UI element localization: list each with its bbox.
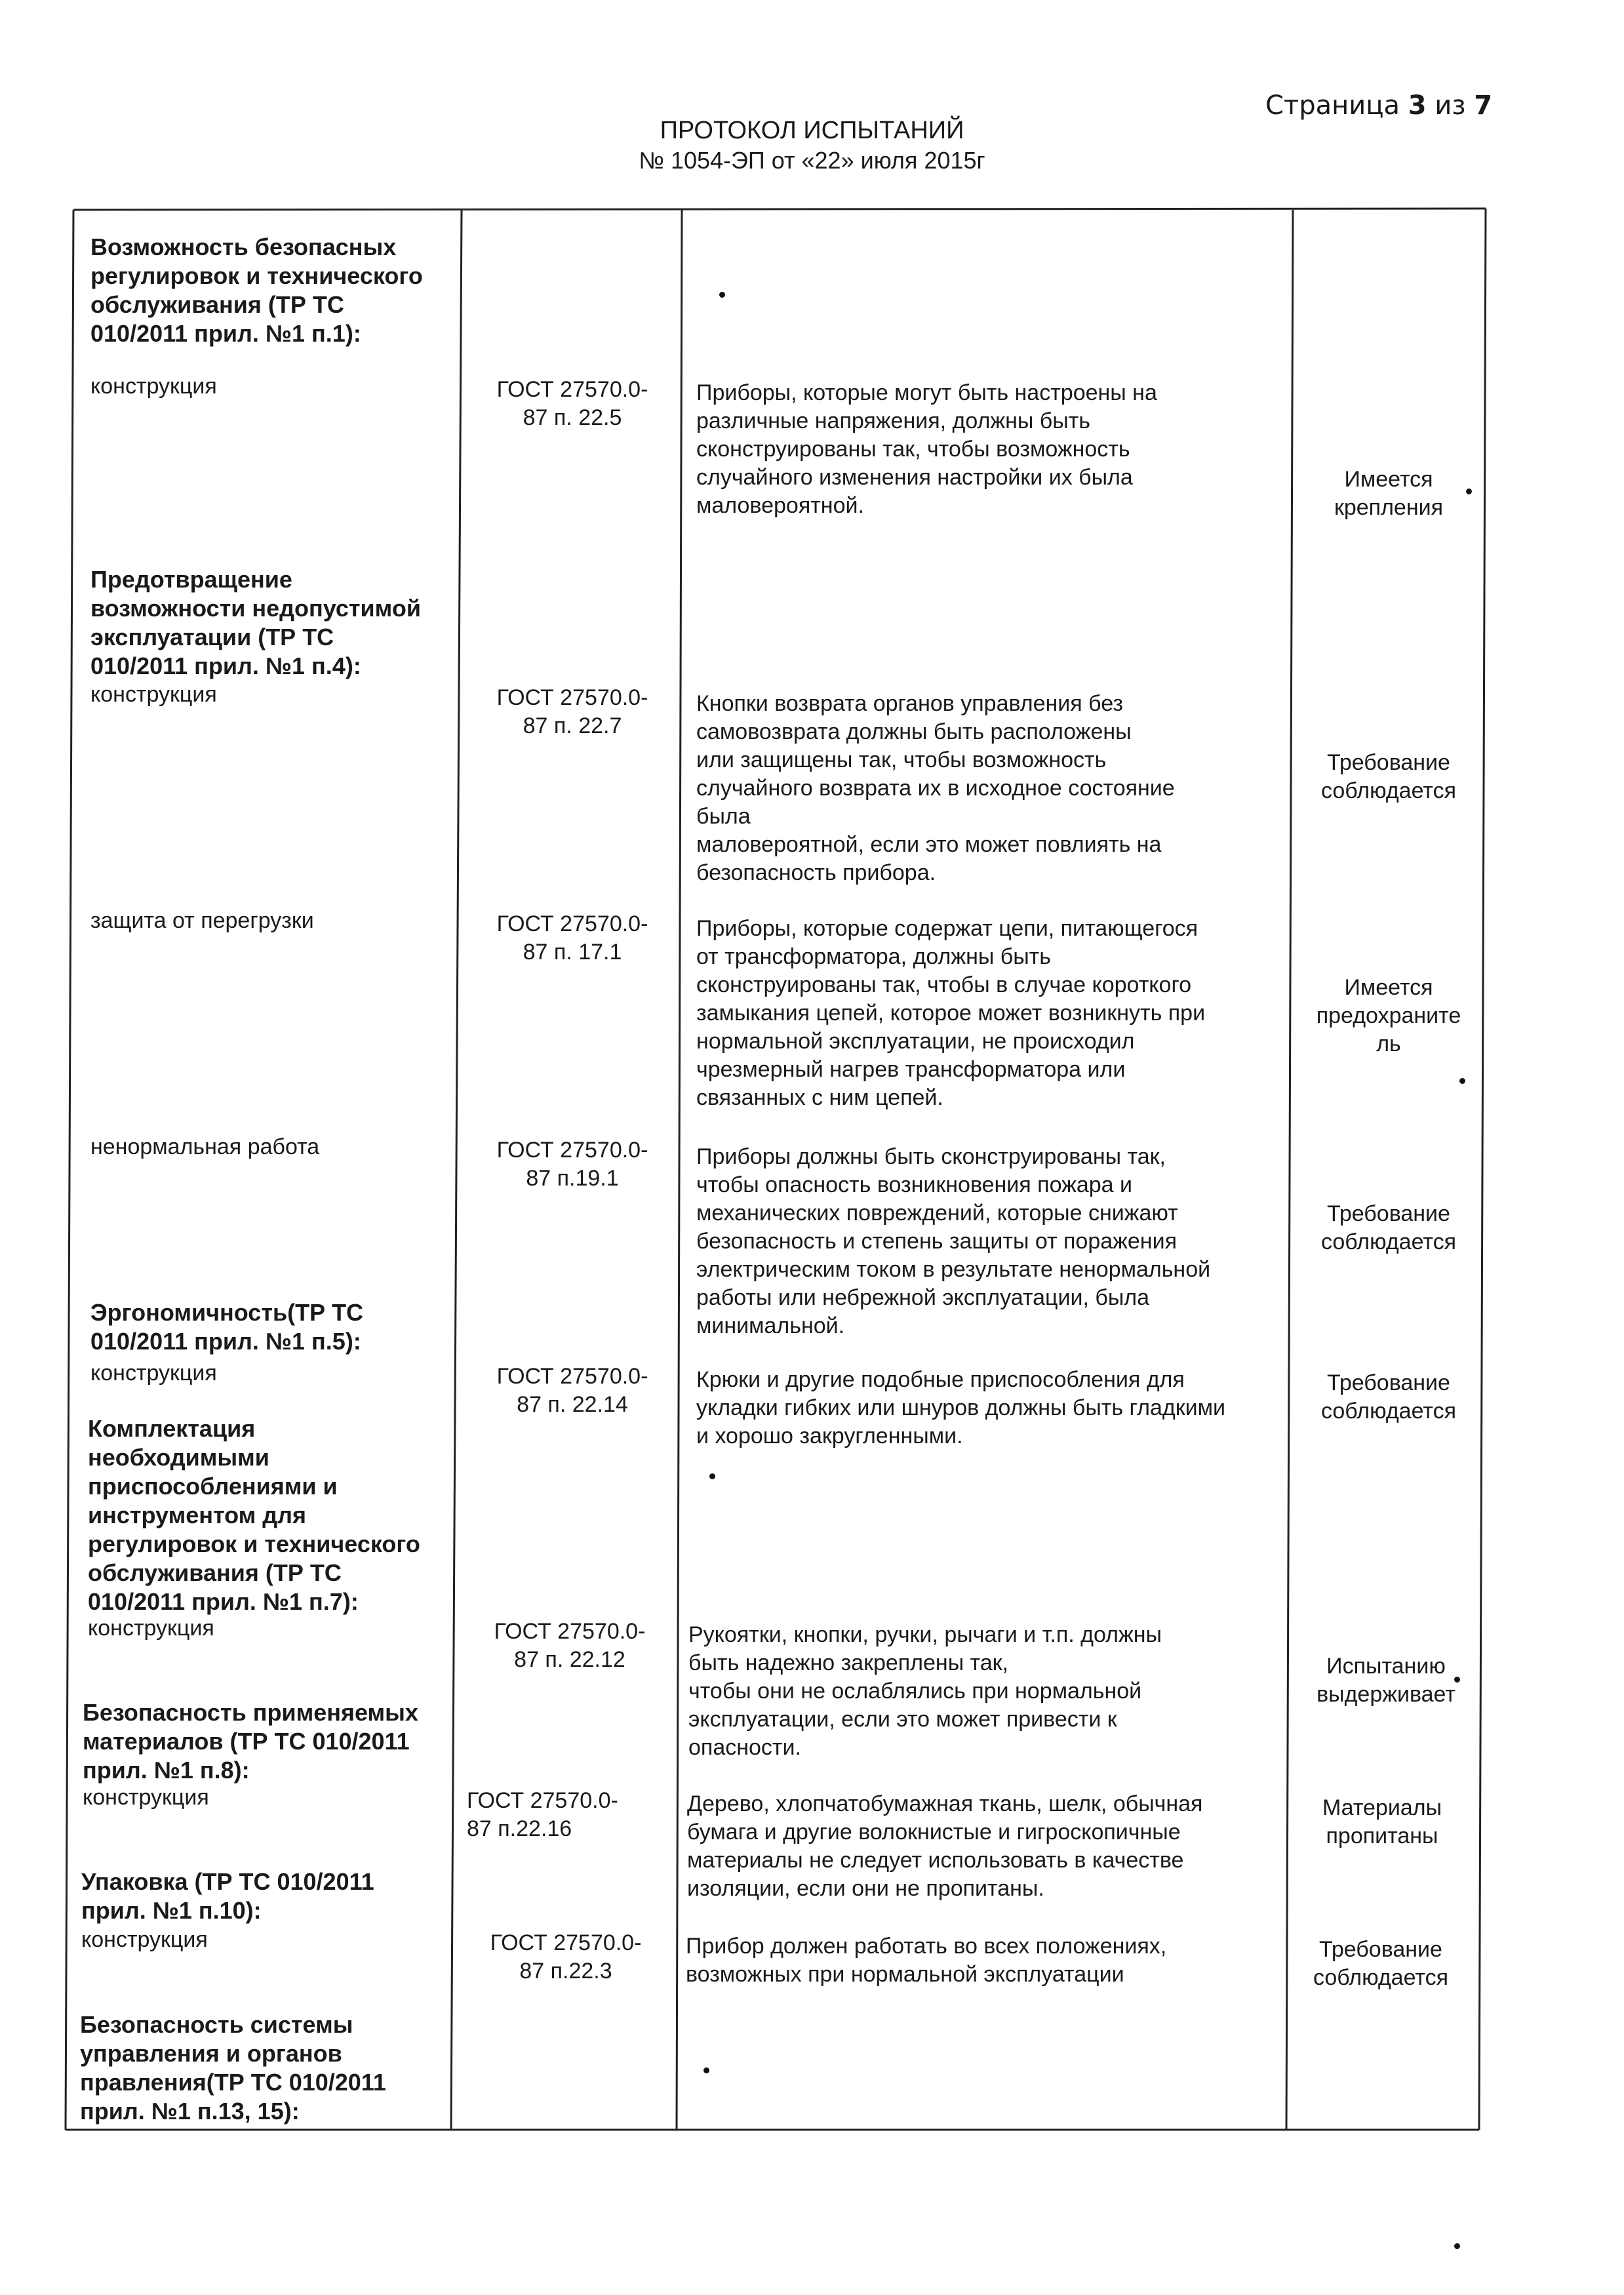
standard-ref: ГОСТ 27570.0- 87 п. 17.1	[496, 911, 648, 965]
standard-ref: ГОСТ 27570.0- 87 п.22.3	[490, 1930, 642, 1984]
parameter-label: конструкция	[83, 1785, 209, 1810]
protocol-number: № 1054-ЭП от «22» июля 2015г	[639, 147, 985, 174]
speck	[1454, 2243, 1460, 2249]
requirement-text: Прибор должен работать во всех положениях, возможных при нормальной эксплуатации	[686, 1934, 1167, 1987]
requirement-text: Дерево, хлопчатобумажная ткань, шелк, обычная бумага и другие волокнистые и гигроскопичные материалы не следует использовать в качестве изоляции, если они не пропитаны.	[687, 1791, 1203, 1901]
test-result: Требование соблюдается	[1321, 750, 1456, 803]
standard-ref: ГОСТ 27570.0- 87 п. 22.12	[494, 1619, 646, 1672]
section-heading: Предотвращение возможности недопустимой эксплуатации (ТР ТС 010/2011 прил. №1 п.4):	[90, 566, 421, 679]
requirement-text: Приборы, которые могут быть настроены на различные напряжения, должны быть сконструированы так, чтобы возможность случайного изменения настройки их была маловероятной.	[696, 380, 1157, 518]
speck	[719, 292, 725, 298]
section-heading: Комплектация необходимыми приспособлениями и инструментом для регулировок и технического обслуживания (ТР ТС 010/2011 прил. №1 п.7):	[88, 1415, 420, 1615]
page-label: Страница	[1265, 90, 1400, 121]
requirement-text: Приборы должны быть сконструированы так, чтобы опасность возникновения пожара и механических повреждений, которые снижают безопасность и степень защиты от поражения электрическим током в результате ненормальной работы или небрежной эксплуатации, была минимальной.	[696, 1144, 1211, 1338]
test-result: Требование соблюдается	[1313, 1937, 1448, 1990]
parameter-label: конструкция	[90, 1361, 217, 1386]
test-result: Испытанию выдерживает	[1317, 1654, 1456, 1707]
parameter-label: конструкция	[90, 682, 217, 707]
page-total: 7	[1474, 90, 1493, 121]
page-current: 3	[1408, 90, 1427, 121]
test-result: Требование соблюдается	[1321, 1370, 1456, 1424]
parameter-label: конструкция	[90, 374, 217, 399]
standard-ref: ГОСТ 27570.0- 87 п. 22.14	[496, 1364, 648, 1417]
parameter-label: ненормальная работа	[90, 1134, 320, 1159]
section-heading: Упаковка (ТР ТС 010/2011 прил. №1 п.10):	[81, 1868, 374, 1924]
section-heading: Эргономичность(ТР ТС 010/2011 прил. №1 п.5):	[90, 1299, 364, 1355]
standard-ref: ГОСТ 27570.0- 87 п. 22.7	[496, 685, 648, 738]
parameter-label: защита от перегрузки	[90, 908, 314, 933]
test-result: Имеется крепления	[1334, 467, 1444, 520]
section-heading: Возможность безопасных регулировок и технического обслуживания (ТР ТС 010/2011 прил. №1 п.1):	[90, 233, 423, 347]
requirement-text: Крюки и другие подобные приспособления для укладки гибких или шнуров должны быть гладкими и хорошо закругленными.	[696, 1367, 1225, 1448]
page-of: из	[1435, 90, 1466, 121]
parameter-label: конструкция	[81, 1927, 208, 1952]
requirement-text: Приборы, которые содержат цепи, питающегося от трансформатора, должны быть сконструированы так, чтобы в случае короткого замыкания цепей, которое может возникнуть при нормальной эксплуатации, не происходил чрезмерный нагрев трансформатора или связанных с ним цепей.	[696, 916, 1206, 1110]
requirement-text: Рукоятки, кнопки, ручки, рычаги и т.п. должны быть надежно закреплены так, чтобы они не ослаблялись при нормальной эксплуатации, если это может привести к опасности.	[688, 1622, 1162, 1760]
standard-ref: ГОСТ 27570.0- 87 п.19.1	[496, 1138, 648, 1191]
standard-ref: ГОСТ 27570.0- 87 п. 22.5	[496, 377, 648, 430]
standard-ref: ГОСТ 27570.0- 87 п.22.16	[467, 1788, 618, 1841]
requirement-text: Кнопки возврата органов управления без самовозврата должны быть расположены или защищены так, чтобы возможность случайного возврата их в исходное состояние была маловероятной, если это может повлиять на безопасность прибора.	[696, 691, 1175, 885]
test-result: Требование соблюдается	[1321, 1201, 1456, 1254]
speck	[703, 2067, 709, 2073]
test-result: Материалы пропитаны	[1322, 1795, 1442, 1848]
test-result: Имеется предохраните ль	[1316, 975, 1461, 1056]
protocol-title: ПРОТОКОЛ ИСПЫТАНИЙ	[660, 117, 964, 144]
speck	[1459, 1078, 1465, 1084]
parameter-label: конструкция	[88, 1616, 214, 1641]
section-heading: Безопасность системы управления и органов правления(ТР ТС 010/2011 прил. №1 п.13, 15):	[80, 2011, 386, 2125]
section-heading: Безопасность применяемых материалов (ТР ТС 010/2011 прил. №1 п.8):	[83, 1699, 418, 1784]
speck	[709, 1473, 715, 1479]
